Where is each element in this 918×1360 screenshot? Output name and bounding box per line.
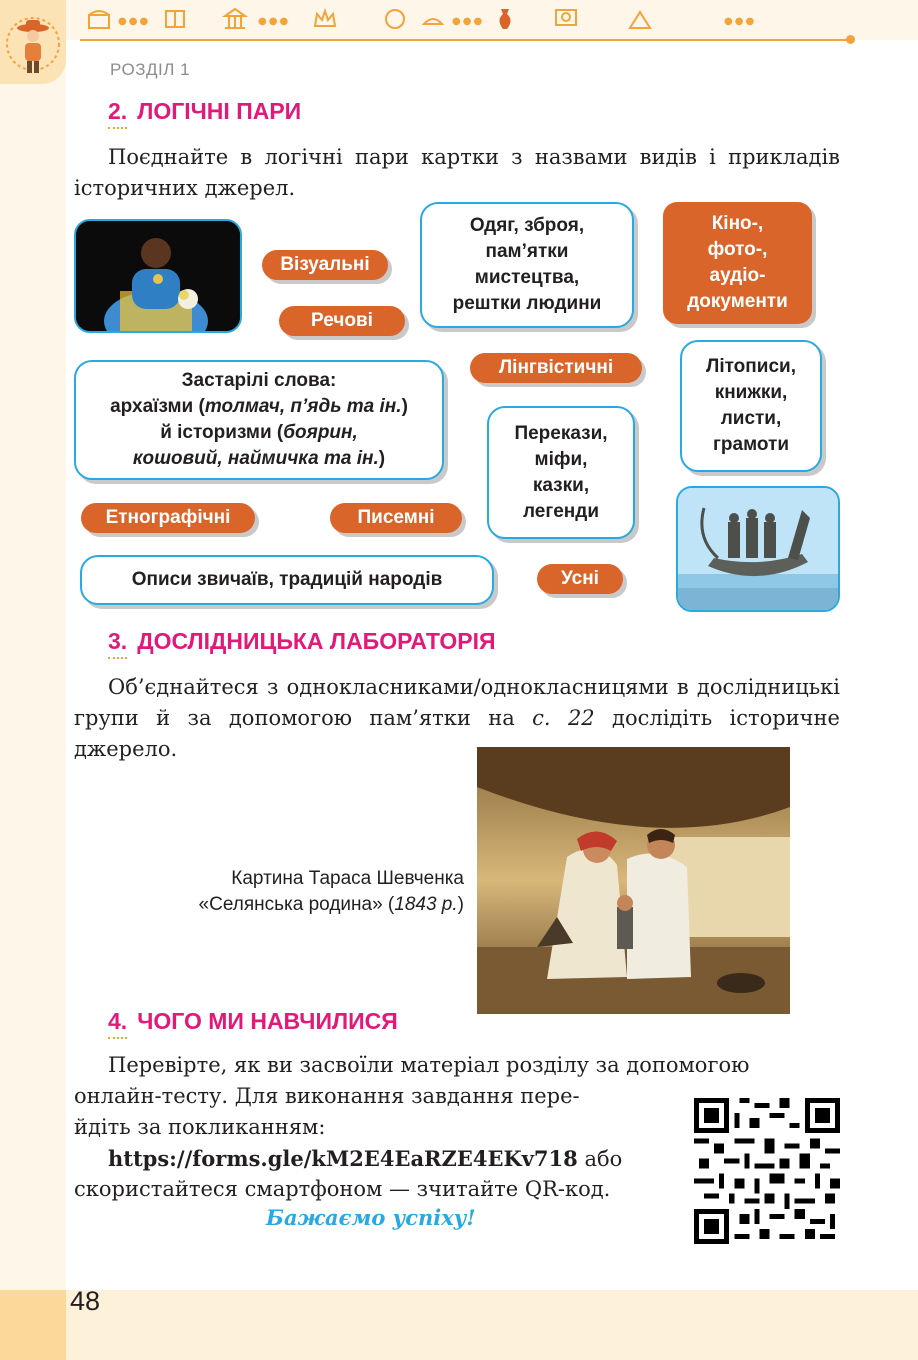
- card-line: пам’ятки: [485, 241, 569, 262]
- card-line: Кіно-,: [711, 213, 764, 234]
- task4-line: йдіть за покликанням:: [74, 1115, 326, 1139]
- card-line: документи: [687, 291, 788, 312]
- card-oral[interactable]: Усні: [537, 564, 623, 594]
- card-chronicles[interactable]: [680, 340, 822, 472]
- header-dots: ●●●: [452, 16, 485, 27]
- card-line: Застарілі слова:: [181, 370, 337, 391]
- card-text: архаїзми (: [110, 396, 205, 417]
- card-line: [110, 446, 408, 472]
- card-line: легенди: [522, 500, 600, 522]
- card-line: мистецтва,: [474, 267, 580, 288]
- caption-text: «Селянська родина» (: [198, 894, 395, 915]
- card-items-objects[interactable]: [420, 202, 634, 328]
- good-luck-text: Бажаємо успіху!: [266, 1205, 476, 1230]
- task2-title: ЛОГІЧНІ ПАРИ: [137, 98, 302, 124]
- card-line: Літописи,: [706, 356, 796, 377]
- lamp-icon: [420, 6, 446, 32]
- task3-text: дослідіть історичне джерело.: [74, 706, 840, 761]
- explorer-icon: [0, 0, 66, 84]
- task2-heading: [108, 98, 301, 129]
- monument-photo: [676, 486, 840, 612]
- athlete-image: [76, 221, 240, 331]
- card-line: міфи,: [534, 448, 588, 470]
- painting-caption: [150, 866, 464, 918]
- qr-code-icon: [694, 1098, 840, 1244]
- card-text-italic: толмач, п’ядь та ін.: [204, 396, 402, 417]
- task4-text-line2: [74, 1081, 674, 1112]
- card-text: ): [401, 396, 408, 417]
- card-line: листи,: [720, 408, 782, 429]
- task4-line: скористайтеся смартфоном — зчитайте QR-код.: [74, 1177, 611, 1201]
- card-line: рештки людини: [452, 293, 602, 314]
- header-dots: ●●●: [724, 16, 757, 27]
- card-line: грамоти: [712, 434, 789, 455]
- card-linguistic[interactable]: Лінгвістичні: [470, 353, 642, 383]
- task4-line: онлайн-тесту. Для виконання завдання пере-: [74, 1084, 580, 1108]
- peasant-family-painting: [477, 747, 790, 1014]
- vase-icon: [492, 6, 518, 32]
- card-line: [110, 420, 408, 446]
- header-rule: [80, 39, 850, 41]
- caption-text: ): [457, 894, 464, 915]
- task4-line: Перевірте, як ви засвоїли матеріал розділу за допомогою: [108, 1053, 750, 1077]
- header-rule-dot: [846, 35, 855, 44]
- task3-title: ДОСЛІДНИЦЬКА ЛАБОРАТОРІЯ: [137, 628, 496, 654]
- qr-code[interactable]: [694, 1098, 840, 1244]
- coin-icon: [382, 6, 408, 32]
- treasure-chest-icon: [86, 6, 112, 32]
- card-line: Одяг, зброя,: [469, 215, 585, 236]
- athlete-photo: [74, 219, 242, 333]
- caption-year: 1843 р.: [394, 894, 458, 915]
- card-film-documents[interactable]: [663, 202, 812, 324]
- book-icon: [162, 6, 188, 32]
- card-material[interactable]: Речові: [279, 306, 405, 336]
- test-link[interactable]: https://forms.gle/kM2E4EaRZE4EKv718: [108, 1146, 578, 1171]
- card-written[interactable]: Писемні: [330, 503, 462, 533]
- card-text: ): [378, 448, 386, 469]
- card-line: книжки,: [714, 382, 788, 403]
- magnifier-icon: [554, 6, 580, 32]
- temple-icon: [222, 6, 248, 32]
- task3-text: Об’єднайтеся з однокласниками/однокласницями в дослідницькі групи й за допомогою пам’ятки на: [74, 675, 840, 730]
- task4-text-line1: [74, 1050, 840, 1081]
- card-customs[interactable]: Описи звичаїв, традицій народів: [80, 555, 494, 605]
- caption-line: [150, 892, 464, 918]
- card-line: Перекази,: [514, 422, 608, 444]
- task4-heading: [108, 1008, 398, 1039]
- section-label: РОЗДІЛ 1: [110, 60, 191, 79]
- task4-title: ЧОГО МИ НАВЧИЛИСЯ: [137, 1008, 398, 1034]
- monument-image: [678, 488, 838, 610]
- caption-line: Картина Тараса Шевченка: [231, 868, 464, 889]
- chapter-corner-badge: [0, 0, 66, 84]
- header-dots: ●●●: [258, 16, 291, 27]
- card-legends[interactable]: [487, 406, 635, 539]
- task3-number: 3.: [108, 628, 127, 659]
- card-obsolete-words[interactable]: [74, 360, 444, 480]
- header-dots: ●●●: [118, 16, 151, 27]
- task3-heading: [108, 628, 496, 659]
- task4-number: 4.: [108, 1008, 127, 1039]
- card-text-italic: боярин,: [283, 422, 358, 443]
- card-ethnographic[interactable]: Етнографічні: [81, 503, 255, 533]
- task3-page-ref: с. 22: [532, 706, 595, 730]
- task2-instruction-text: Поєднайте в логічні пари картки з назвами видів і прикладів історичних джерел.: [74, 145, 840, 200]
- task4-line: або: [577, 1147, 623, 1171]
- painting-image: [477, 747, 790, 1014]
- card-line: фото-,: [707, 239, 768, 260]
- footer-band: [0, 1290, 918, 1360]
- footer-corner: [0, 1290, 66, 1360]
- task2-instruction: [74, 142, 840, 204]
- card-line: [110, 394, 408, 420]
- card-visual[interactable]: Візуальні: [262, 250, 388, 280]
- task4-text-line3: [74, 1112, 674, 1143]
- crown-icon: [312, 6, 338, 32]
- page-number: 48: [70, 1286, 101, 1316]
- card-line: аудіо-: [709, 265, 766, 286]
- pyramid-icon: [628, 6, 654, 32]
- task4-link-line: [108, 1143, 622, 1175]
- card-line: казки,: [532, 474, 590, 496]
- task4-text-line5: [74, 1174, 674, 1205]
- card-text-italic: кошовий, наймичка та ін.: [132, 448, 379, 469]
- task2-number: 2.: [108, 98, 127, 129]
- card-text: й історизми (: [160, 422, 284, 443]
